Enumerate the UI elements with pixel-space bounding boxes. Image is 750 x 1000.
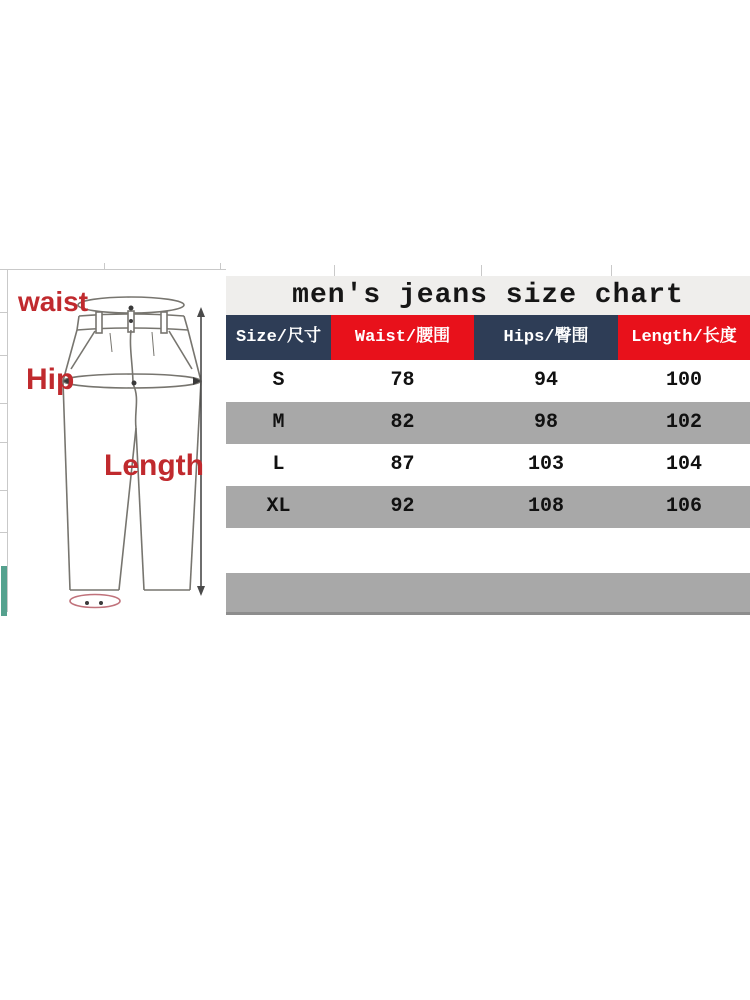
waist-cell: 78 <box>390 369 415 392</box>
empty-spacer-row <box>226 528 750 571</box>
hip-label: Hip <box>26 363 75 396</box>
waist-cell: 82 <box>390 411 415 434</box>
hips-cell: 103 <box>527 453 564 476</box>
waist-cell: 92 <box>390 495 415 518</box>
hips-cell: 98 <box>533 411 558 434</box>
size-cell: XL <box>266 495 291 518</box>
table-header-row <box>226 315 750 360</box>
hips-column-header: Hips/臀围 <box>474 315 618 360</box>
table-row-l <box>226 444 750 486</box>
length-label: Length <box>104 449 204 482</box>
hips-cell: 94 <box>533 369 558 392</box>
size-cell: S <box>272 369 285 392</box>
hips-cell: 108 <box>527 495 564 518</box>
waist-label: waist <box>18 286 89 317</box>
length-cell: 102 <box>665 411 702 434</box>
length-cell: 100 <box>665 369 702 392</box>
table-row-m <box>226 402 750 444</box>
footer-gray-band <box>226 573 750 615</box>
size-cell: L <box>272 453 285 476</box>
size-table <box>226 315 750 571</box>
length-cell: 104 <box>665 453 702 476</box>
leg-opening-ellipse <box>70 595 120 608</box>
size-column-header: Size/尺寸 <box>226 315 331 360</box>
table-row-xl <box>226 486 750 528</box>
size-cell: M <box>272 411 285 434</box>
waist-column-header: Waist/腰围 <box>331 315 474 360</box>
length-cell: 106 <box>665 495 702 518</box>
page-title: men's jeans size chart <box>226 276 750 315</box>
table-row-s <box>226 360 750 402</box>
length-column-header: Length/长度 <box>618 315 750 360</box>
waist-cell: 87 <box>390 453 415 476</box>
